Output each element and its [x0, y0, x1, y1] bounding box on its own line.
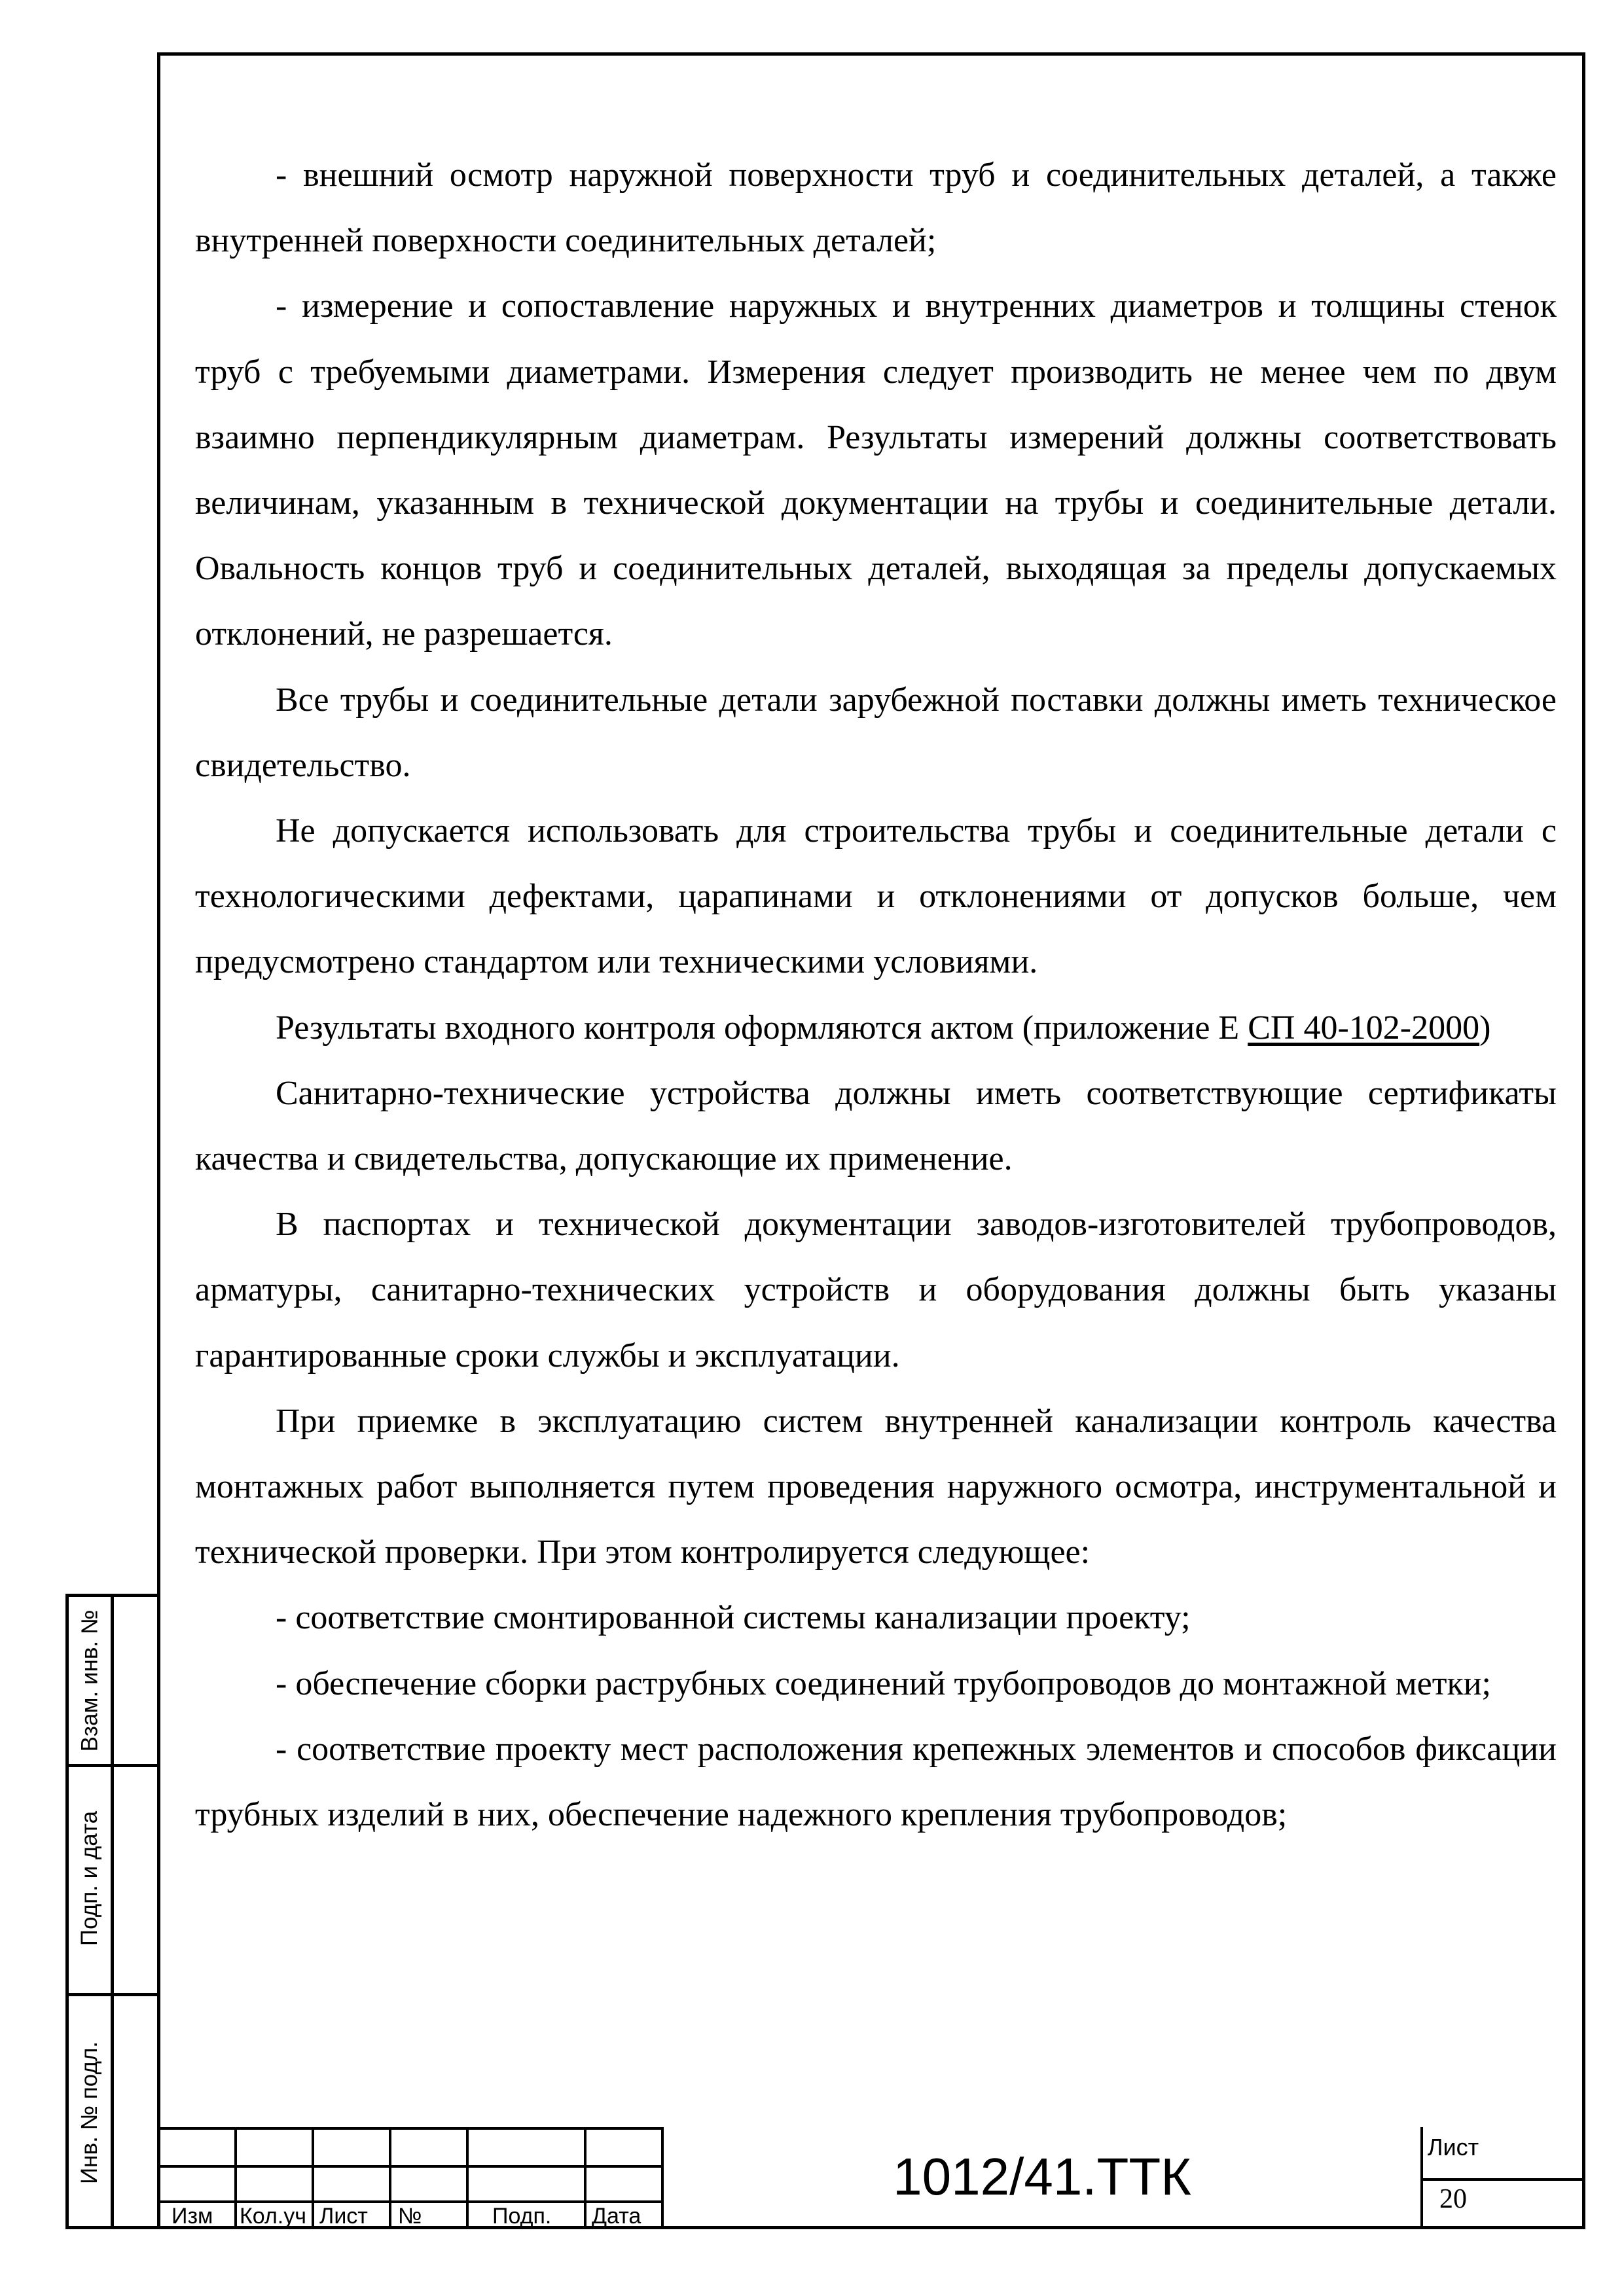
- paragraph: Санитарно-технические устройства должны иметь соответствующие сертификаты качества и свидетельства, допускающие их применение.: [195, 1074, 1557, 1178]
- paragraph: - измерение и сопоставление наружных и внутренних диаметров и толщины стенок труб с требуемыми диаметрами. Измерения следует производить не менее чем по двум взаимно перпендикулярным диаметрам. Результаты измерений должны соответствовать величинам, указанным в технической документации на трубы и соединительные детали. Овальность концов труб и соединительных деталей, выходящая за пределы допускаемых отклонений, не разрешается.: [195, 287, 1557, 653]
- paragraph: В паспортах и технической документации заводов-изготовителей трубопроводов, арматуры, санитарно-технических устройств и оборудования должны быть указаны гарантированные сроки службы и эксплуатации.: [195, 1206, 1557, 1374]
- sheet-number: 20: [1439, 2184, 1467, 2214]
- date-header: Дата: [592, 2204, 641, 2229]
- signature-date-label: Подп. и дата: [77, 1810, 103, 1946]
- paragraph: [195, 996, 1557, 1061]
- paragraph: - внешний осмотр наружной поверхности труб и соединительных деталей, а также внутренней поверхности соединительных деталей;: [195, 156, 1557, 260]
- paragraph: - соответствие проекту мест расположения крепежных элементов и способов фиксации трубных изделий в них, обеспечение надежного крепления трубопроводов;: [195, 1730, 1557, 1834]
- paragraph: Все трубы и соединительные детали зарубежной поставки должны иметь техническое свидетельство.: [195, 681, 1557, 784]
- divider: [111, 1597, 114, 2226]
- standard-reference-link[interactable]: СП 40-102-2000: [1248, 1009, 1480, 1047]
- paragraph: При приемке в эксплуатацию систем внутренней канализации контроль качества монтажных работ выполняется путем проведения наружного осмотра, инструментальной и технической проверки. При этом контролируется следующее:: [195, 1402, 1557, 1571]
- margin-strip: [65, 1594, 157, 2229]
- paragraph: - обеспечение сборки раструбных соединений трубопроводов до монтажной метки;: [276, 1664, 1491, 1702]
- sheet-header: Лист: [319, 2204, 368, 2229]
- sheet-label: Лист: [1427, 2134, 1479, 2161]
- paragraph-text: ): [1479, 1009, 1491, 1047]
- original-inventory-label: Инв. № подл.: [77, 2041, 103, 2185]
- document-body: [195, 143, 1557, 1848]
- signature-header: Подп.: [492, 2204, 552, 2229]
- paragraph-text: Результаты входного контроля оформляются актом (приложение Е: [276, 1009, 1248, 1047]
- paragraph: - соответствие смонтированной системы канализации проекту;: [276, 1599, 1191, 1637]
- replacement-inventory-label: Взам. инв. №: [77, 1609, 102, 1751]
- qty-header: Кол.уч: [240, 2204, 306, 2229]
- rev-header: Изм: [171, 2204, 213, 2229]
- divider: [466, 2127, 469, 2229]
- title-block: [157, 2127, 1585, 2229]
- doc-number-header: №: [398, 2204, 422, 2229]
- divider: [312, 2127, 314, 2229]
- divider: [1420, 2178, 1585, 2181]
- divider: [389, 2127, 391, 2229]
- divider: [234, 2127, 237, 2229]
- paragraph: Не допускается использовать для строительства трубы и соединительные детали с технологическими дефектами, царапинами и отклонениями от допусков больше, чем предусмотрено стандартом или техническими условиями.: [195, 812, 1557, 981]
- document-code: 1012/41.ТТК: [893, 2147, 1191, 2206]
- divider: [584, 2127, 586, 2229]
